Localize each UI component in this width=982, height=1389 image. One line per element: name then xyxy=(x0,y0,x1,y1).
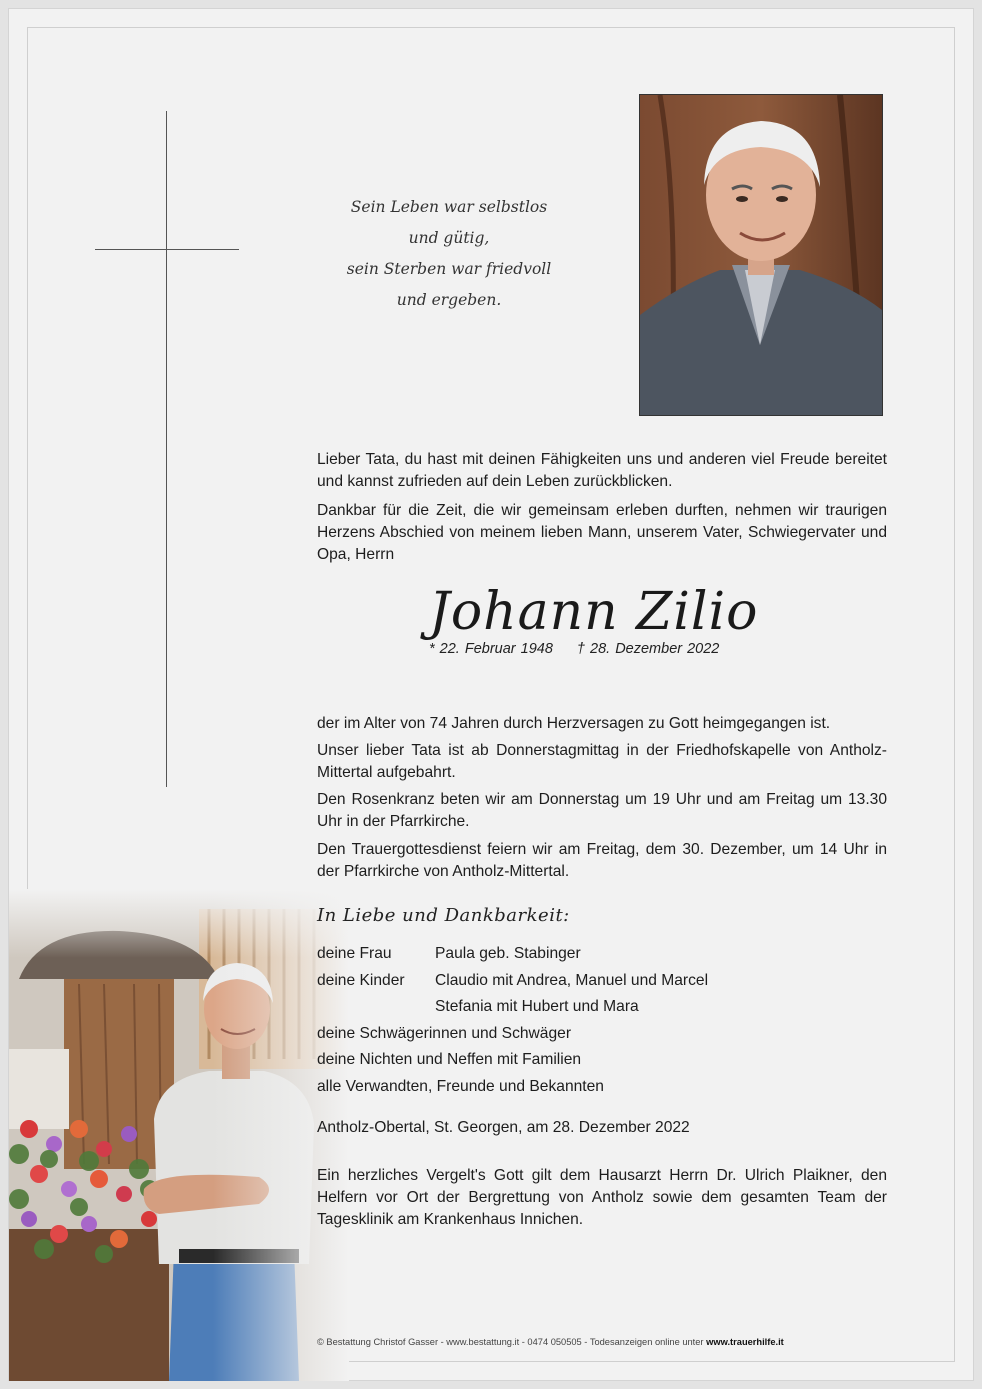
lower-photo xyxy=(9,889,349,1381)
mourner-row xyxy=(317,1047,708,1074)
mourners-list xyxy=(317,941,708,1100)
death-date: † 28. Dezember 2022 xyxy=(576,641,720,657)
mourner-names: Claudio mit Andrea, Manuel und Marcel xyxy=(435,971,709,989)
portrait-photo xyxy=(639,94,883,416)
mourner-row xyxy=(317,994,708,1021)
laid-out-paragraph: Unser lieber Tata ist ab Donnerstagmittag in der Friedhofskapelle von Antholz-Mittertal aufgebahrt. xyxy=(317,742,887,781)
footer-link[interactable]: www.trauerhilfe.it xyxy=(706,1337,784,1347)
mourner-label xyxy=(317,994,435,1021)
mourner-row xyxy=(317,1074,708,1101)
motto-line: und ergeben. xyxy=(396,291,502,309)
deceased-name: Johann Zilio xyxy=(429,582,759,642)
mourners-title: In Liebe und Dankbarkeit: xyxy=(317,905,570,926)
mourner-row xyxy=(317,1021,708,1048)
mourner-label: deine Schwägerinnen und Schwäger xyxy=(317,1024,572,1042)
mourner-label: deine Frau xyxy=(317,945,392,962)
motto xyxy=(309,192,589,316)
intro-paragraph-2: Dankbar für die Zeit, die wir gemeinsam erleben durften, nehmen wir traurigen Herzens Abschied von meinem lieben Mann, unserem Vater, Schwiegervater und Opa, Herrn xyxy=(317,502,887,563)
motto-line: sein Sterben war friedvoll xyxy=(346,260,552,278)
footer xyxy=(317,1337,784,1347)
mourner-row xyxy=(317,968,708,995)
acknowledgement-paragraph: Ein herzliches Vergelt's Gott gilt dem Hausarzt Herrn Dr. Ulrich Plaikner, den Helfern vor Ort der Bergrettung von Antholz sowie dem gesamten Team der Tagesklinik am Krankenhaus Innichen. xyxy=(317,1167,887,1228)
place-and-date: Antholz-Obertal, St. Georgen, am 28. Dezember 2022 xyxy=(317,1119,690,1136)
obituary-card xyxy=(8,8,974,1381)
mourner-names: Paula geb. Stabinger xyxy=(435,945,581,962)
intro-paragraph-1: Lieber Tata, du hast mit deinen Fähigkeiten uns und anderen viel Freude bereitet und kannst zufrieden auf dein Leben zurückblicken. xyxy=(317,451,887,490)
cause-paragraph: der im Alter von 74 Jahren durch Herzversagen zu Gott heimgegangen ist. xyxy=(317,714,831,732)
mourner-label: deine Kinder xyxy=(317,971,405,989)
motto-line: und gütig, xyxy=(408,229,490,247)
motto-line: Sein Leben war selbstlos xyxy=(350,198,548,216)
portrait-image xyxy=(640,95,882,415)
mourner-names: Stefania mit Hubert und Mara xyxy=(435,998,639,1015)
mourner-row xyxy=(317,941,708,968)
man-outdoor-image xyxy=(9,889,349,1381)
birth-date: * 22. Februar 1948 xyxy=(429,641,553,657)
footer-text: © Bestattung Christof Gasser - www.bestattung.it - 0474 050505 - Todesanzeigen online unter xyxy=(317,1337,707,1347)
mourner-label: deine Nichten und Neffen mit Familien xyxy=(317,1051,582,1068)
cross-horizontal xyxy=(95,249,239,250)
funeral-paragraph: Den Trauergottesdienst feiern wir am Freitag, dem 30. Dezember, um 14 Uhr in der Pfarrkirche von Antholz-Mittertal. xyxy=(317,841,887,880)
mourner-label: alle Verwandten, Freunde und Bekannten xyxy=(317,1077,604,1095)
rosary-paragraph: Den Rosenkranz beten wir am Donnerstag um 19 Uhr und am Freitag um 13.30 Uhr in der Pfarrkirche. xyxy=(317,791,887,830)
cross-vertical xyxy=(166,111,167,787)
life-dates xyxy=(429,641,743,657)
